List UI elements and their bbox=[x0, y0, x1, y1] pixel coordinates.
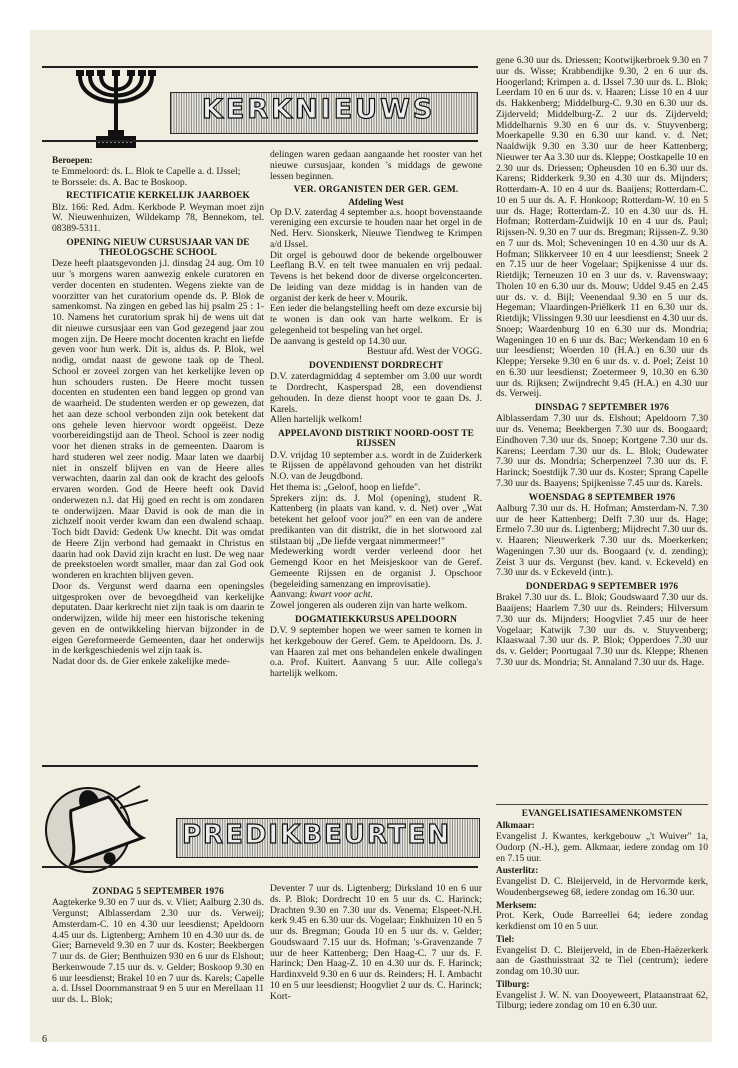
paragraph: Zowel jongeren als ouderen zijn van harte welkom. bbox=[270, 600, 468, 612]
paragraph: De aanvang is gesteld op 14.30 uur. bbox=[270, 335, 407, 347]
paragraph: Deze heeft plaatsgevonden j.l. dinsdag 24 aug. Om 10 uur 's morgens waren aanwezig enkele curatoren en verder docenten en studenten. Wegens ziekte van de voorzitter van het curatorium opende ds. P. Blok de samenkomst. Na zingen en gebed las hij psalm 25 : 1-10. Namens het curatorium sprak hij de wens uit dat dit nieuwe cursusjaar een van God gezegend jaar zou mogen zijn. De Heere mocht docenten kracht en liefde geven voor hun werk. Dit is, aldus ds. P. Blok, wel nodig, omdat naast de gewone taak op de Theol. School er zoveel zorgen van het kerkelijke leven op hun schouders rusten. De Heere mocht tussen docenten en studenten een band leggen op grond van de waarheid. De studenten werden er op gewezen, dat het aan deze school verbonden zijn ook betekent dat ons gehele leven hiervoor wordt opgeëist. Deze voorbereidingstijd aan de Theol. School is zeer nodig voor het dienen straks in de gemeenten. Daarom is hard studeren wel zeer nodig. Maar laten we daarbij niet in onszelf blijven en van de Heere alles verwachten, daarin zal dan ook de kracht des geloofs ervaren worden. God de Heere heeft ook David onderwezen n.l. dat Hij goed en recht is om zondaren te onderwijzen. Maar David is ook de man die in zichzelf nooit verder kwam dan een dwalend schaap. Toch bidt David: Gedenk Uw knecht. Dit was omdat de Heere Zijn verbond had gemaakt in Christus en daarin had ook David zijn kracht en lust. De weg naar de preekstoelen wordt smaller, maar dan zal God ook wonderen en krachten blijven geven. bbox=[52, 258, 264, 582]
paragraph: Door ds. Vergunst werd daarna een openingsles uitgesproken over de bevoegdheid van kerkelijke deputaten. Daar kerkrecht niet zijn taak is om daarin te onderwijzen, wilde hij meer een historische tekening geven en de ontwikkeling hiervan bijzonder in de eigen Gereformeerde Gemeenten, daar het onderwijs in de kerkgeschiedenis wel zijn taak is. bbox=[52, 580, 264, 657]
header-bottom-rule bbox=[42, 140, 478, 142]
schedule-column-4 bbox=[52, 884, 264, 1006]
paragraph: Deventer 7 uur ds. Ligtenberg; Dirksland 10 en 6 uur ds. P. Blok; Dordrecht 10 en 5 uur ds. C. Harinck; Drachten 9.30 en 7.30 uur ds. Venema; Elspeet-N.H. kerk 9.45 en 6.30 uur ds. Vogelaar; Enkhuizen 10 en 5 uur ds. Bregman; Gouda 10 en 5 uur ds. v. Gelder; Goudswaard 7.15 uur ds. Hofman; 's-Gravenzande 7 uur de heer Kattenberg; Den Haag-C. 7 uur ds. F. Harinck; Den Haag-Z. 10 en 4.30 uur ds. F. Harinck; Hardinxveld 9.30 en 6 uur ds. Reinders; H. I. Ambacht 10 en 5 uur leesdienst; Hoogvliet 2 uur ds. C. Harinck; Kort- bbox=[270, 883, 482, 1002]
paragraph: Allen hartelijk welkom! bbox=[270, 414, 363, 426]
section-heading: DONDERDAG 9 SEPTEMBER 1976 bbox=[525, 582, 679, 593]
place-label: Tilburg: bbox=[496, 979, 530, 990]
paragraph: Aagtekerke 9.30 en 7 uur ds. v. Vliet; Aalburg 2.30 ds. Vergunst; Alblasserdam 2.30 uur ds. Verweij; Amsterdam-C. 10 en 4.30 uur leesdienst; Apeldoorn 4.45 uur ds. Ligtenberg; Arnhem 10 en 4.30 uur ds. de Gier; Barneveld 9.30 en 7 uur ds. Koster; Beekbergen 7 uur ds. de Gier; Benthuizen 930 en 6 uur ds Elshout; Berkenwoude 7.15 uur ds. v. Gelder; Boskoop 9.30 en 6 uur leesdienst; Brakel 10 en 7 uur ds. Karels; Capelle a. d. IJssel Doornmanstraat 9 en 5 uur en Merellaan 11 uur ds. L. Blok; bbox=[52, 897, 264, 1006]
section-heading: DOVENDIENST DORDRECHT bbox=[309, 361, 443, 372]
section-title-predikbeurten: PREDIKBEURTEN bbox=[182, 820, 452, 850]
place-label: Tiel: bbox=[496, 934, 515, 945]
paragraph: delingen waren gedaan aangaande het rooster van het nieuwe cursusjaar, konden 's middags de gewone lessen beginnen. bbox=[270, 149, 482, 182]
paragraph: Brakel 7.30 uur ds. L. Blok; Goudswaard 7.30 uur ds. Baaijens; Haarlem 7.30 uur ds. Reinders; Hilversum 7.30 uur ds. Mijnders; Hoogvliet 7.45 uur de heer Vogelaar; Katwijk 7.30 uur ds. v. Stuyvenberg; Klaaswaal 7.30 uur ds. P. Blok; Opperdoes 7.30 uur ds. v. Gelder; Poortugaal 7.30 uur ds. Kleppe; Rhenen 7.30 uur ds. Mondria; St. Annaland 7.30 uur ds. Hage. bbox=[496, 592, 708, 668]
schedule-column-3 bbox=[496, 56, 708, 669]
paragraph: Op D.V. zaterdag 4 september a.s. hoopt bovenstaande vereniging een excursie te houden naar het orgel in de Ned. Herv. Sionskerk, Nieuwe Tiendweg te Krimpen a/d IJssel. bbox=[270, 206, 482, 250]
paragraph: Medewerking wordt verder verleend door het Gemengd Koor en het Meisjeskoor van de Geref. Gemeente Rijssen en de organist J. Opschoor (begeleiding samenzang en improvisatie). bbox=[270, 546, 482, 590]
section-heading: ZONDAG 5 SEPTEMBER 1976 bbox=[92, 887, 224, 897]
paragraph: Evangelist D. C. Bleijerveld, in de Eben-Haëzerkerk aan de Gasthuisstraat 32 te Tiel (centrum); iedere zondag om 10.30 uur. bbox=[496, 944, 708, 978]
place-label: Beroepen: bbox=[52, 156, 93, 166]
header2-top-rule bbox=[42, 765, 478, 767]
bell-icon bbox=[44, 778, 156, 880]
section-heading: DOGMATIEKKURSUS APELDOORN bbox=[295, 614, 457, 625]
section-heading: DINSDAG 7 SEPTEMBER 1976 bbox=[535, 403, 669, 413]
section-heading: OPENING NIEUW CURSUSJAAR VAN DE THEOLOGSCHE SCHOOL bbox=[66, 237, 250, 259]
page-number: 6 bbox=[42, 1034, 47, 1045]
paragraph: te Borssele: ds. A. Bac te Boskoop. bbox=[52, 176, 188, 188]
schedule-column-5 bbox=[270, 884, 482, 1002]
paragraph: D.V. vrijdag 10 september a.s. wordt in de Zuiderkerk te Rijssen de appèlavond gehouden van het distrikt N.O. van de Jeugdbond. bbox=[270, 449, 482, 483]
aanvang-label: Aanvang: bbox=[270, 589, 310, 601]
evangelisatie-column bbox=[496, 806, 708, 1012]
paragraph: Nadat door ds. de Gier enkele zakelijke mede- bbox=[52, 656, 230, 668]
paragraph: Een ieder die belangstelling heeft om deze excursie bij te wonen is dan ook van harte welkom. Er is gelegenheid tot bespeling van het orgel. bbox=[270, 303, 482, 336]
section-heading: WOENSDAG 8 SEPTEMBER 1976 bbox=[528, 492, 676, 503]
signature: Bestuur afd. West der VOGG. bbox=[366, 346, 482, 358]
paragraph: gene 6.30 uur ds. Driessen; Kootwijkerbroek 9.30 en 7 uur ds. Wisse; Krabbendijke 9.30, 2 en 6 uur ds. Hoogerland; Krimpen a. d. IJssel 7.30 uur ds. L. Blok; Leerdam 10 en 6 uur ds. v. Haaren; Lisse 10 en 4 uur ds. Hakkenberg; Middelburg-C. 9.30 en 6.30 uur ds. Zijderveld; Middelburg-Z. 2 uur ds. Zijderveld; Middelharnis 9.30 en 6 uur ds. v. Stuyvenberg; Moerkapelle 9.30 en 6.30 uur kand. v. d. Net; Naaldwijk 9.30 en 3.30 uur de heer Kattenberg; Nieuwer ter Aa 3.30 uur ds. Kleppe; Oostkapelle 10 en 2.30 uur ds. Driessen; Opheusden 10 en 6.30 uur ds. Karens; Ridderkerk 9.30 en 4.30 uur ds. Mijnders; Rotterdam-A. 10 en 4 uur ds. Baaijens; Rotterdam-C. 10 en 5 uur ds. A. F. Honkoop; Rotterdam-W. 10 en 5 uur ds. Hage; Rotterdam-Z. 10 en 4.30 uur ds. H. Hofman; Rotterdam-Zuidwijk 10 en 4 uur ds. Paul; Rijssen-N. 9.30 en 7 uur ds. Bregman; Rijssen-Z. 9.30 en 7 uur ds. Mol; Scheveningen 10 en 4.30 uur ds A. Hofman; Slikkerveer 10 en 4 uur leesdienst; Sneek 2 en 7.15 uur de heer Vogelaar; Spijkenisse 4 uur ds. Rietdijk; Terneuzen 10 en 3 uur ds. v. Ravenswaay; Tholen 10 en 6.30 uur ds. Mouw; Uddel 9.45 en 2.45 uur ds. v. d. Bijl; Veenendaal 9.30 en 5 uur ds. Hegeman; Vlaardingen-Priëlkerk 11 en 6.30 uur ds. Rietdijk; Vlissingen 9.30 uur leesdienst en 4.30 uur ds. Snoep; Waardenburg 10 en 6.30 uur ds. Mondria; Wageningen 10 en 6 uur ds. Bac; Werkendam 10 en 6 uur leesdienst; Woerden 10 (H.A.) en 6.30 uur ds Kleppe; Yerseke 9.30 en 6 uur ds. v. d. Poel; Zeist 10 en 6.30 uur leesdienst; Zoetermeer 9, 10.30 en 6.30 uur ds. Rijksen; Zwijndrecht 9.45 (H.A.) en 4.30 uur ds. Verweij. bbox=[496, 55, 708, 400]
article-column-2 bbox=[270, 150, 482, 680]
section-heading: RECTIFICATIE KERKELIJK JAARBOEK bbox=[66, 191, 250, 202]
paragraph: Blz. 166: Red. Adm. Kerkbode P. Weyman moet zijn W. Nieuwenhuizen, Wildekamp 78, Bennekom, tel. 08389-5311. bbox=[52, 201, 264, 235]
paragraph: Alblasserdam 7.30 uur ds. Elshout; Apeldoorn 7.30 uur ds. Venema; Beekbergen 7.30 uur ds. Boogaard; Eindhoven 7.30 uur ds. Snoep; Kortgene 7.30 uur ds. Karens; Leerdam 7.30 uur ds. L. Blok; Oudewater 7.30 uur ds. Mondria; Scherpenzeel 7.30 uur ds. F. Harinck; Soestdijk 7.30 uur ds. Koster; Sprang Capelle 7.30 uur ds. Baayens; Spijkenisse 7.45 uur ds. Karels. bbox=[496, 413, 708, 489]
place-label: Merksem: bbox=[496, 900, 537, 911]
paragraph: Het thema is: „Geloof, hoop en liefde". bbox=[270, 481, 421, 493]
place-label: Austerlitz: bbox=[496, 866, 539, 877]
paragraph: D.V. 9 september hopen we weer samen te komen in het kerkgebouw der Geref. Gem. te Apeldoorn. Ds. J. van Haaren zal met ons behandelen enkele dwalingen o.a. Prof. Kuitert. Aanvang 5 uur. Alle collega's hartelijk welkom. bbox=[270, 625, 482, 680]
section-heading: APPELAVOND DISTRIKT NOORD-OOST TE RIJSSEN bbox=[278, 429, 474, 450]
evangelisatie-rule bbox=[496, 804, 708, 805]
place-label: Alkmaar: bbox=[496, 821, 535, 832]
paragraph: Dit orgel is gebouwd door de bekende orgelbouwer Leeflang B.V. en telt twee manualen en vrij pedaal. Tevens is het bekend door de diverse orgelconcerten. De leiding van deze middag is in handen van de organist der kerk de heer v. Mourik. bbox=[270, 249, 482, 304]
article-column-1 bbox=[52, 154, 264, 668]
section-heading: EVANGELISATIESAMENKOMSTEN bbox=[521, 809, 683, 819]
section-subheading: Afdeling West bbox=[348, 196, 404, 207]
paragraph: te Emmeloord: ds. L. Blok te Capelle a. d. IJssel; bbox=[52, 165, 241, 177]
paragraph: Evangelist D. C. Bleijerveld, in de Hervormde kerk, Woudenbergseweg 68, iedere zondag om 16.30 uur. bbox=[496, 876, 708, 898]
header2-bottom-rule bbox=[42, 866, 478, 868]
aanvang-time: kwart voor acht. bbox=[309, 589, 373, 601]
section-heading: VER. ORGANISTEN DER GER. GEM. bbox=[293, 185, 459, 196]
paragraph: Evangelist J. Kwantes, kerkgebouw „'t Wuiver" 1a, Oudorp (N.-H.), gem. Alkmaar, iedere zondag om 10 en 7.15 uur. bbox=[496, 831, 708, 864]
paragraph: D.V. zaterdagmiddag 4 september om 3.00 uur wordt te Dordrecht, Kasperspad 28, een dovendienst gehouden. In deze dienst hoopt voor te gaan Ds. J. Karels. bbox=[270, 371, 482, 415]
paragraph: Prot. Kerk, Oude Barreellei 64; iedere zondag kerkdienst om 10 en 5 uur. bbox=[496, 910, 708, 933]
paragraph: Aalburg 7.30 uur ds. H. Hofman; Amsterdam-N. 7.30 uur de heer Kattenberg; Delft 7.30 uur ds. Hage; Ermelo 7.30 uur ds. Ligtenberg; Mijdrecht 7.30 uur ds. v. Haaren; Nieuwerkerk 7.30 uur ds. Moerkerken; Wageningen 7.30 uur ds. Boogaard (v. d. zending); Zeist 3 uur ds. Vergunst (bev. kand. v. Eckeveld) en 7.30 uur ds. v Eckeveld (intr.). bbox=[496, 502, 708, 579]
paragraph: Evangelist J. W. N. van Dooyeweert, Plataanstraat 62, Tilburg; iedere zondag om 10 en 6.30 uur. bbox=[496, 989, 708, 1012]
section-title-kerknieuws: KERKNIEUWS bbox=[202, 94, 436, 125]
paragraph: Sprekers zijn: ds. J. Mol (opening), student R. Kattenberg (in plaats van kand. v. d. Net) over „Wat betekent het geloof voor jou?" en een van de andere predikanten van dit distrikt, die in het slotwoord zal stilstaan bij „De liefde vergaat nimmermeer!" bbox=[270, 492, 482, 547]
